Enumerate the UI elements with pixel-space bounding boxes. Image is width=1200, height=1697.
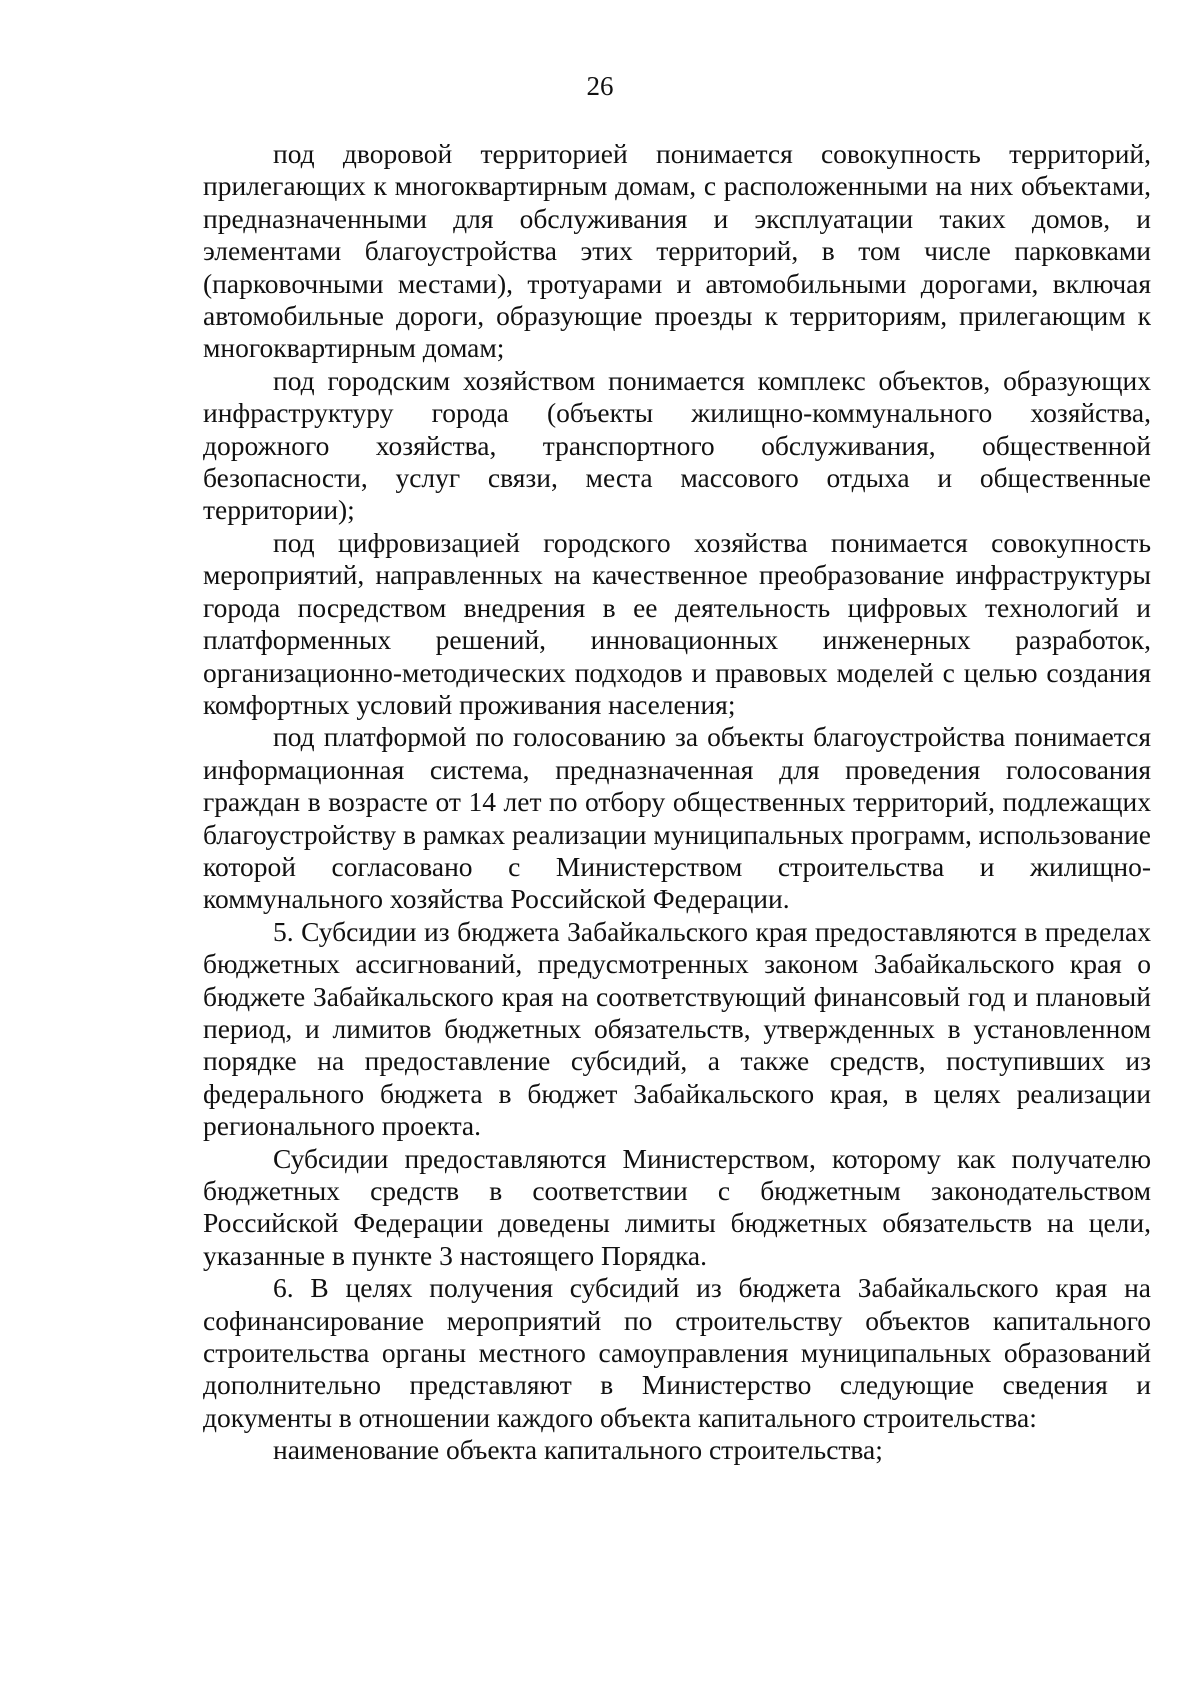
page-number: 26	[586, 71, 614, 101]
document-body	[203, 138, 1151, 1467]
paragraph-yard-territory-definition: под дворовой территорией понимается совокупность территорий, прилегающих к многоквартирным домам, с расположенными на них объектами, предназначенными для обслуживания и эксплуатации таких домов, и элементами благоустройства этих территорий, в том числе парковками (парковочными местами), тротуарами и автомобильными дорогами, включая автомобильные дороги, образующие проезды к территориям, прилегающим к многоквартирным домам;	[203, 138, 1151, 364]
paragraph-clause-6: 6. В целях получения субсидий из бюджета Забайкальского края на софинансирование мероприятий по строительству объектов капитального строительства органы местного самоуправления муниципальных образований дополнительно представляют в Министерство следующие сведения и документы в отношении каждого объекта капитального строительства:	[203, 1272, 1151, 1433]
paragraph-subsidies-provision: Субсидии предоставляются Министерством, которому как получателю бюджетных средств в соответствии с бюджетным законодательством Российской Федерации доведены лимиты бюджетных обязательств на цели, указанные в пункте 3 настоящего Порядка.	[203, 1142, 1151, 1271]
paragraph-urban-economy-definition: под городским хозяйством понимается комплекс объектов, образующих инфраструктуру города (объекты жилищно-коммунального хозяйства, дорожного хозяйства, транспортного обслуживания, общественной безопасности, услуг связи, места массового отдыха и общественные территории);	[203, 364, 1151, 526]
paragraph-clause-5: 5. Субсидии из бюджета Забайкальского края предоставляются в пределах бюджетных ассигнований, предусмотренных законом Забайкальского края о бюджете Забайкальского края на соответствующий финансовый год и плановый период, и лимитов бюджетных обязательств, утвержденных в установленном порядке на предоставление субсидий, а также средств, поступивших из федерального бюджета в бюджет Забайкальского края, в целях реализации регионального проекта.	[203, 915, 1151, 1142]
paragraph-voting-platform-definition: под платформой по голосованию за объекты благоустройства понимается информационная система, предназначенная для проведения голосования граждан в возрасте от 14 лет по отбору общественных территорий, подлежащих благоустройству в рамках реализации муниципальных программ, использование которой согласовано с Министерством строительства и жилищно-коммунального хозяйства Российской Федерации.	[203, 721, 1151, 915]
paragraph-object-name-item: наименование объекта капитального строительства;	[273, 1434, 883, 1466]
paragraph-digitalization-definition: под цифровизацией городского хозяйства понимается совокупность мероприятий, направленных на качественное преобразование инфраструктуры города посредством внедрения в ее деятельность цифровых технологий и платформенных решений, инновационных инженерных разработок, организационно-методических подходов и правовых моделей с целью создания комфортных условий проживания населения;	[203, 526, 1151, 720]
